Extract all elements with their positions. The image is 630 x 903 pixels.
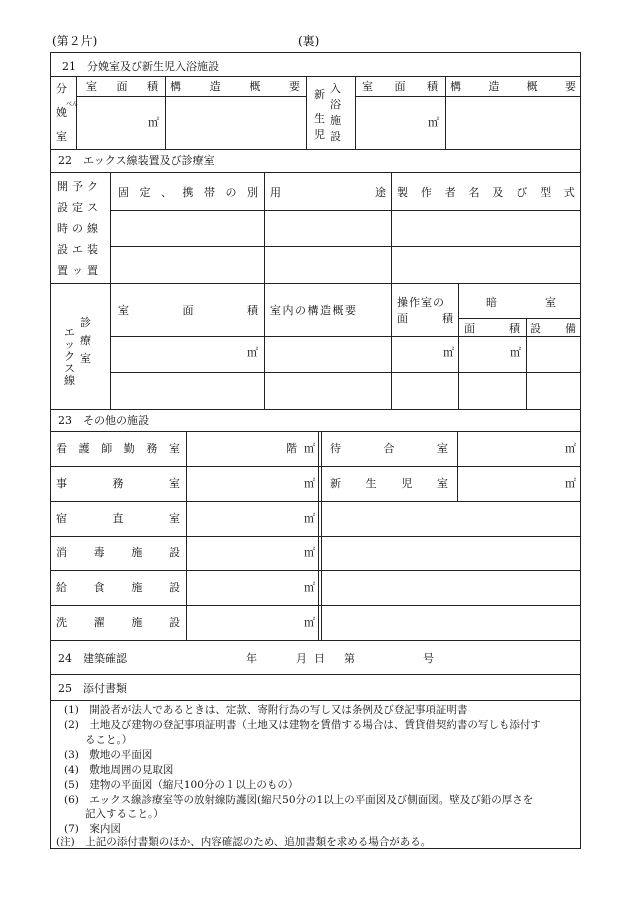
delivery-room-char: 娩 [56, 106, 67, 119]
facility-char: 室 [169, 477, 180, 490]
header-char: 定 [139, 186, 151, 199]
facility-char: 施 [131, 581, 143, 594]
structure-char: 造 [488, 80, 500, 93]
facility-char: 新 [330, 477, 341, 490]
maker-header [397, 186, 575, 200]
facility-char: 室 [168, 442, 180, 455]
area-unit: ㎡ [565, 477, 576, 490]
header-char: 者 [444, 186, 456, 199]
structure-char: 概 [249, 80, 261, 93]
facility-label [330, 477, 448, 491]
s21-divider [165, 77, 166, 149]
header-char: 積 [442, 312, 453, 325]
facility-char: 児 [401, 477, 413, 490]
device-label-row: 設定ス [57, 201, 102, 214]
facility-char: 勤 [123, 442, 135, 455]
fixed-portable-header [118, 186, 258, 200]
attachment-item: (7) 案内図 [64, 823, 121, 835]
s22-room-divider [391, 283, 392, 409]
attachment-item: (3) 敷地の平面図 [64, 749, 153, 761]
s21-right-header-rule [355, 96, 581, 97]
room-label-char: 診 [80, 316, 91, 329]
room-label-char: 療 [80, 334, 91, 347]
section-21-top-rule [50, 76, 581, 77]
month-label: 月 [296, 652, 307, 665]
header-char: 面 [182, 304, 194, 317]
header-char: 式 [563, 186, 575, 199]
s22-room-divider [264, 283, 265, 409]
s22-room-divider [110, 283, 111, 409]
s22-room-top-rule [50, 283, 581, 284]
area-char: 室 [86, 80, 97, 93]
facility-char: 看 [56, 442, 67, 455]
header-char: 携 [182, 186, 194, 199]
structure-char: 要 [288, 80, 300, 93]
facility-char: 合 [383, 442, 395, 455]
s25-title-rule [50, 700, 581, 701]
section-22-top-rule [50, 149, 581, 150]
facility-char: 直 [112, 512, 124, 525]
s23-row-rule [50, 501, 581, 502]
s23-row-rule [50, 570, 581, 571]
s22-dark-rule [458, 318, 581, 319]
s21-bath-structure-header [450, 80, 576, 94]
facility-char: 室 [436, 477, 448, 490]
operation-area-unit: ㎡ [443, 346, 454, 359]
area-unit: ㎡ [304, 581, 315, 594]
newborn-bath-char: 施 [330, 114, 341, 127]
header-char: 固 [118, 186, 129, 199]
s22-title-rule [50, 172, 581, 173]
newborn-bath-char: 入 [330, 82, 341, 95]
s21-area-header [86, 80, 158, 94]
newborn-bath-char: 児 [314, 128, 325, 141]
darkroom-header [486, 296, 556, 310]
area-unit: ㎡ [304, 477, 315, 490]
s22-divider [264, 172, 265, 283]
day-label: 日 [314, 652, 325, 665]
facility-label [56, 477, 180, 491]
facility-char: 務 [146, 442, 158, 455]
s21-divider [445, 77, 446, 149]
s22-divider [110, 172, 111, 283]
section-24-top-rule [50, 640, 581, 641]
structure-char: 概 [526, 80, 538, 93]
area-char: 面 [116, 80, 128, 93]
device-label-row: 置ッ置 [57, 264, 102, 277]
s21-divider [76, 77, 77, 149]
room-label-char: 室 [80, 352, 91, 365]
facility-char: 給 [56, 581, 67, 594]
attachment-note: (注) 上記の添付書類のほか、内容確認のため、追加書類を求める場合がある。 [56, 836, 432, 848]
area-char: 面 [394, 80, 406, 93]
number-suffix: 号 [423, 652, 434, 665]
newborn-bath-char: 浴 [330, 98, 341, 111]
s22-room-divider [526, 318, 527, 409]
facility-char: 毒 [93, 546, 105, 559]
facility-char: 室 [437, 442, 448, 455]
facility-label [56, 616, 180, 630]
section-24-title: 24 建築確認 [58, 652, 127, 665]
facility-label [56, 442, 180, 456]
header-char: 積 [509, 322, 520, 335]
facility-char: 待 [330, 442, 341, 455]
facility-char: 生 [365, 477, 377, 490]
section-23-title: 23 その他の施設 [58, 414, 149, 427]
room-inner-structure-header: 室内の構造概要 [270, 304, 358, 317]
header-char: 面 [397, 312, 408, 325]
operation-room-header-1: 操作室の [397, 296, 445, 309]
header-char: 用 [270, 186, 281, 199]
device-label-row: 設エ装 [57, 243, 102, 256]
facility-label [56, 546, 180, 560]
s21-divider [355, 77, 356, 149]
attachment-item: ること。） [64, 734, 133, 746]
area-unit: ㎡ [304, 512, 315, 525]
floor-label: 階 [286, 442, 297, 455]
delivery-room-ruby: べん [66, 101, 79, 108]
attachment-item: (6) エックス線診療室等の放射線防護図(縮尺50分の1以上の平面図及び側面図。壁及び鉛の厚さを [64, 794, 534, 806]
area-unit: ㎡ [304, 442, 315, 455]
newborn-bath-char: 生 [314, 112, 325, 125]
facility-char: 消 [56, 546, 67, 559]
section-25-top-rule [50, 674, 581, 675]
attachment-item: (4) 敷地周囲の見取図 [64, 764, 174, 776]
header-char: 室 [545, 296, 556, 309]
facility-char: 施 [131, 546, 143, 559]
facility-char: 洗 [56, 616, 67, 629]
header-char: 途 [375, 186, 386, 199]
sheet-number: (第２片) [52, 34, 98, 48]
area-unit: ㎡ [565, 442, 576, 455]
s22-device-rule [110, 210, 581, 211]
area-char: 室 [362, 80, 373, 93]
s22-room-divider [458, 283, 459, 409]
header-char: 別 [247, 186, 258, 199]
header-char: 設 [530, 322, 541, 335]
section-23-top-rule [50, 409, 581, 410]
s23-row-rule [50, 466, 581, 467]
s23-row-rule [50, 605, 581, 606]
facility-label [56, 581, 180, 595]
s21-bath-area-header [362, 80, 438, 94]
delivery-room-char: 分 [56, 82, 67, 95]
header-char: 型 [540, 186, 552, 199]
use-header [270, 186, 386, 200]
facility-char: 食 [93, 581, 105, 594]
header-char: び [516, 186, 528, 199]
attachment-item: (2) 土地及び建物の登記事項証明書（土地又は建物を賃借する場合は、賃貸借契約書の写しも添付す [64, 719, 541, 731]
header-char: 、 [161, 186, 172, 199]
area-char: 積 [427, 80, 438, 93]
darkroom-area-unit: ㎡ [510, 346, 521, 359]
room-label-char: 線 [64, 374, 75, 387]
header-char: 暗 [486, 296, 497, 309]
device-label-row: 時の線 [57, 222, 102, 235]
header-char: 面 [464, 322, 475, 335]
attachment-item: (5) 建物の平面図（縮尺100分の１以上のもの） [64, 779, 299, 791]
room-label-char: エ [64, 326, 75, 339]
number-prefix: 第 [344, 652, 355, 665]
header-char: 室 [118, 304, 129, 317]
attachment-item: 記入すること。） [64, 808, 164, 820]
facility-label [330, 442, 448, 456]
area-unit: ㎡ [304, 546, 315, 559]
s23-row-rule [50, 536, 581, 537]
facility-char: 務 [112, 477, 124, 490]
header-char: 及 [492, 186, 504, 199]
header-char: 製 [397, 186, 408, 199]
area-char: 積 [147, 80, 158, 93]
sheet-side: (裏) [298, 34, 320, 48]
header-char: 帯 [204, 186, 215, 199]
room-area-unit: ㎡ [247, 346, 258, 359]
s23-title-rule [50, 431, 581, 432]
facility-label [56, 512, 180, 526]
header-char: の [225, 186, 237, 199]
s22-room-rule [110, 372, 581, 373]
year-label: 年 [246, 652, 257, 665]
facility-char: 設 [168, 546, 180, 559]
device-label-row: 開予ク [57, 180, 102, 193]
attachment-item: (1) 開設者が法人であるときは、定款、寄附行為の写し又は条例及び登記事項証明書 [64, 704, 468, 716]
facility-char: 設 [168, 581, 180, 594]
facility-char: 設 [168, 616, 180, 629]
delivery-room-char: 室 [56, 130, 67, 143]
header-char: 積 [247, 304, 258, 317]
section-22-title: 22 エックス線装置及び診療室 [58, 154, 215, 167]
section-25-title: 25 添付書類 [58, 682, 127, 695]
facility-char: 施 [131, 616, 143, 629]
area-unit: ㎡ [304, 616, 315, 629]
darkroom-equipment-header [530, 322, 576, 336]
facility-char: 護 [78, 442, 90, 455]
s21-left-header-rule [76, 96, 306, 97]
header-char: 作 [420, 186, 432, 199]
s22-divider [391, 172, 392, 283]
structure-char: 造 [209, 80, 221, 93]
room-label-char: ク [64, 350, 75, 363]
header-char: 備 [565, 322, 576, 335]
facility-char: 事 [56, 477, 67, 490]
s21-structure-header [170, 80, 300, 94]
operation-room-header-2 [397, 312, 453, 326]
room-label-char: ッ [64, 338, 75, 351]
delivery-area-unit: ㎡ [148, 116, 159, 129]
structure-char: 構 [170, 80, 181, 93]
structure-char: 構 [450, 80, 461, 93]
facility-char: 宿 [56, 512, 67, 525]
header-char: 名 [468, 186, 480, 199]
section-21-title: 21 分娩室及び新生児入浴施設 [62, 60, 219, 73]
room-label-char: ス [64, 362, 75, 375]
s22-device-rule [110, 246, 581, 247]
facility-char: 濯 [93, 616, 105, 629]
room-area-header [118, 304, 258, 318]
newborn-bath-char: 設 [330, 130, 341, 143]
s21-divider [306, 77, 307, 149]
bath-area-unit: ㎡ [428, 116, 439, 129]
darkroom-area-header [464, 322, 520, 336]
s22-room-rule [110, 336, 581, 337]
facility-char: 室 [169, 512, 180, 525]
facility-char: 師 [101, 442, 113, 455]
structure-char: 要 [564, 80, 576, 93]
newborn-bath-char: 新 [314, 88, 325, 101]
